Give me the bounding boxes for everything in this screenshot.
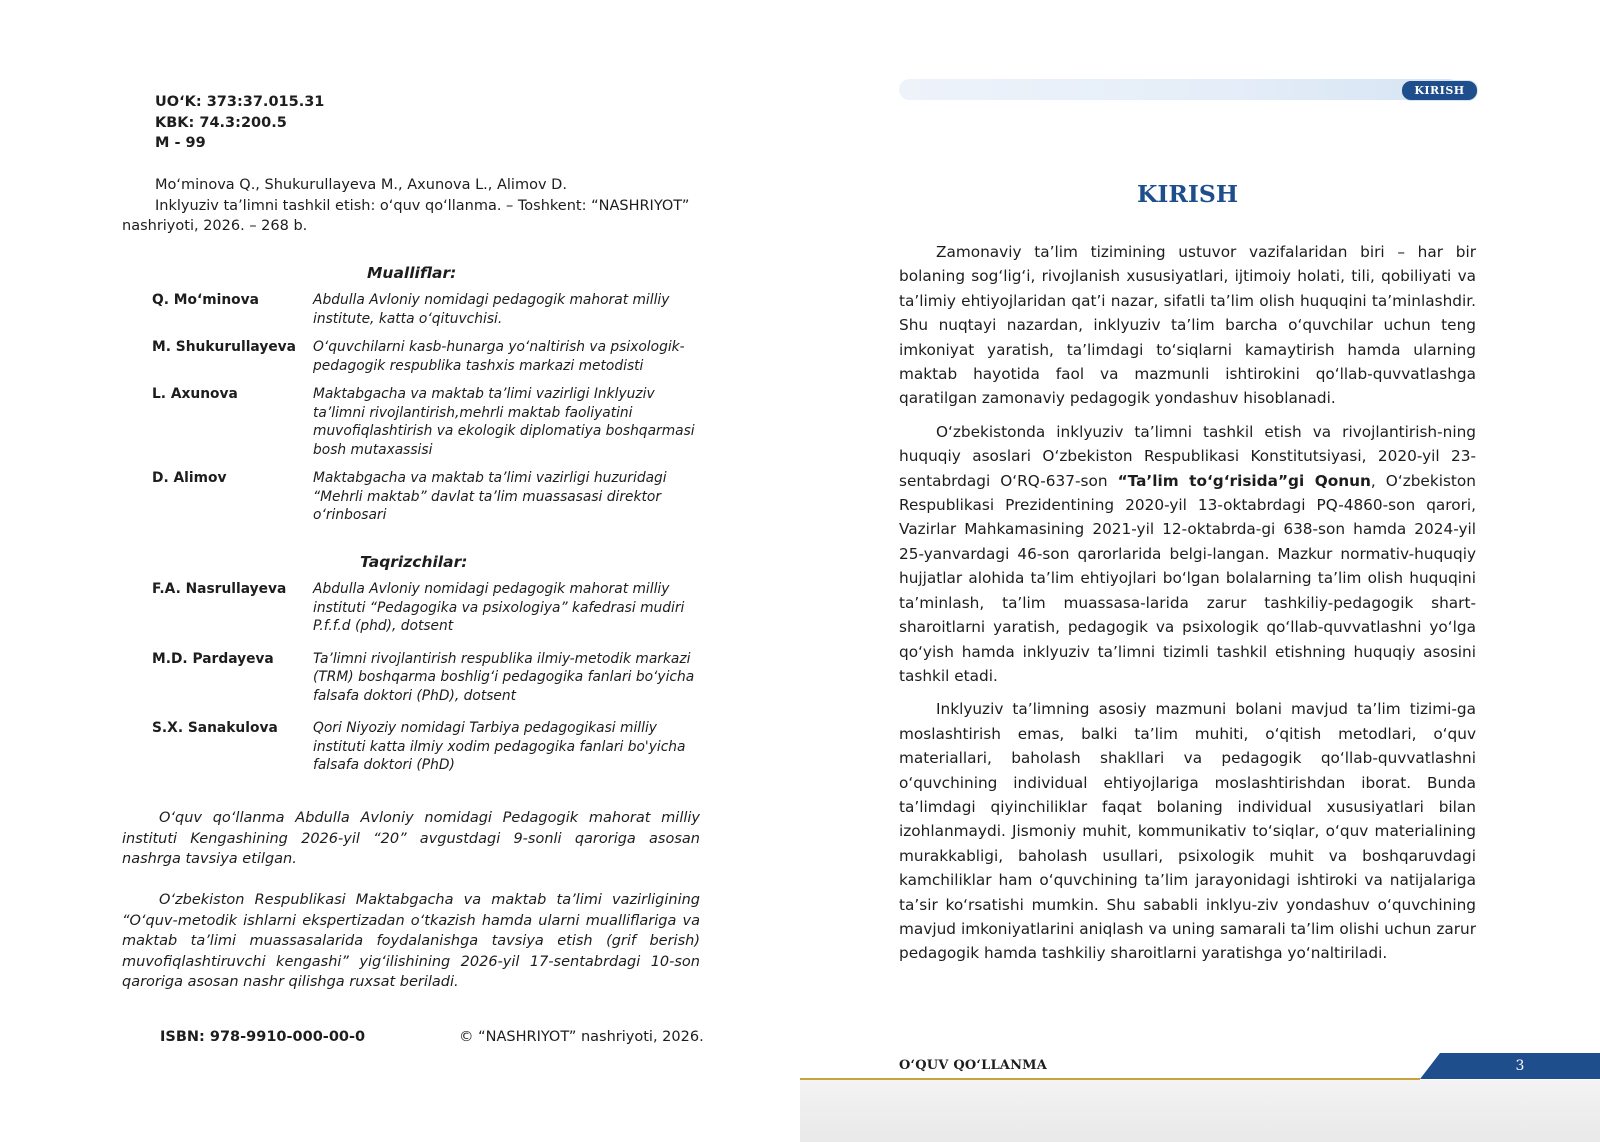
reviewer-entry bbox=[152, 580, 697, 636]
author-name: M. Shukurullayeva bbox=[152, 339, 296, 355]
chapter-title: KIRISH bbox=[1136, 180, 1239, 208]
author-entry bbox=[152, 291, 697, 328]
copyright: © “NASHRIYOT” nashriyoti, 2026. bbox=[459, 1029, 704, 1045]
paragraph-2 bbox=[899, 420, 1476, 688]
reviewer-name: S.X. Sanakulova bbox=[152, 720, 278, 736]
authors-list bbox=[152, 291, 697, 535]
reviewer-name: M.D. Pardayeva bbox=[152, 650, 274, 667]
author-mark: M - 99 bbox=[155, 135, 206, 151]
header-band bbox=[899, 79, 1459, 100]
author-name: D. Alimov bbox=[152, 470, 227, 486]
chapter-tab: KIRISH bbox=[1401, 80, 1478, 101]
author-role: Abdulla Avloniy nomidagi pedagogik mahorat milliy institute, katta o‘qituvchisi. bbox=[313, 292, 670, 327]
reviewer-name: F.A. Nasrullayeva bbox=[152, 581, 287, 597]
author-entry bbox=[152, 338, 697, 375]
paragraph-3: Inklyuziv ta’limning asosiy mazmuni bolani mavjud ta’lim tizimi-ga moslashtirish emas, balki ta’lim muhiti, o‘qitish metodlari, o‘quv materiallari, baholash shakllari va pedagogik qo‘llab-quvvatlashni o‘quvchining individual ehtiyojlariga moslashtirishdan iborat. Bunda ta’limdagi qiyinchiliklar faqat bolaning individual xususiyatlari bilan izohlanmaydi. Jismoniy muhit, kommunikativ to‘siqlar, o‘quv materialining murakkabligi, baholash usullari, psixologik muhit va boshqaruvdagi kamchiliklar ham o‘quvchining ta’lim jarayonidagi ishtiroki va natijalariga ta’sir ko‘rsatishi mumkin. Shu sababli inklyu-ziv yondashuv o‘quvchining mavjud imkoniyatlarini aniqlash va uning samarali ta’lim olishi uchun zarur pedagogik hamda tashkiliy sharoitlarni yaratishga yo‘naltiriladi. bbox=[899, 700, 1476, 963]
reviewer-role: Ta’limni rivojlantirish respublika ilmiy-metodik markazi (TRM) boshqarma boshlig‘i pedagogika fanlari bo‘yicha falsafa doktori (PhD), dotsent bbox=[313, 650, 695, 704]
bibliographic-entry bbox=[122, 175, 700, 237]
footer-label: O‘QUV QO‘LLANMA bbox=[899, 1058, 1048, 1073]
reviewers-heading: Taqrizchilar: bbox=[360, 553, 468, 571]
footer-background bbox=[800, 1080, 1600, 1142]
paragraph-1: Zamonaviy ta’lim tizimining ustuvor vazifalaridan biri – har bir bolaning sog‘lig‘i, rivojlanish xususiyatlari, ijtimoiy holati, tili, qobiliyati va ta’limiy ehtiyojlaridan qat’i nazar, sifatli ta’lim olish huquqini ta’minlashdir. Shu nuqtayi nazardan, inklyuziv ta’lim barcha o‘quvchilar uchun teng imkoniyat yaratish, ta’limdagi to‘siqlarni kamaytirish hamda ularning maktab hayotida faol va mazmunli ishtirokini qo‘llab-quvvatlashga qaratilgan zamonaviy pedagogik yondashuv hisoblanadi. bbox=[899, 243, 1476, 408]
reviewers-list bbox=[152, 580, 697, 785]
recommendation-note: O‘quv qo‘llanma Abdulla Avloniy nomidagi Pedagogik mahorat milliy instituti Kengashining 2026-yil “20” avgustdagi 9-sonli qaroriga asosan nashrga tavsiya etilgan. bbox=[122, 810, 700, 867]
biblio-authors: Mo‘minova Q., Shukurullayeva M., Axunova L., Alimov D. bbox=[155, 177, 567, 193]
author-role: Maktabgacha va maktab ta’limi vazirligi Inklyuziv ta’limni rivojlantirish,mehrli maktab faoliyatini muvofiqlashtirish va ekologik diplomatiya boshqarmasi bosh mutaxassisi bbox=[313, 386, 695, 458]
paragraph-2-text: O‘zbekistonda inklyuziv ta’limni tashkil etish va rivojlantirish-ning huquqiy asoslari O‘zbekiston Respublikasi Konstitutsiyasi, 2020-yil 23-sentabrdagi O‘RQ-637-son bbox=[899, 422, 1476, 490]
author-entry bbox=[152, 385, 697, 459]
page-number: 3 bbox=[1515, 1058, 1525, 1074]
authors-heading: Mualliflar: bbox=[367, 264, 457, 282]
author-entry bbox=[152, 469, 697, 525]
author-role: O‘quvchilarni kasb-hunarga yo‘naltirish va psixologik-pedagogik respublika tashxis markazi metodisti bbox=[313, 339, 685, 374]
reviewer-role: Qori Niyoziy nomidagi Tarbiya pedagogikasi milliy instituti katta ilmiy xodim pedagogika fanlari bo'yicha falsafa doktori (PhD) bbox=[313, 720, 686, 773]
udc-code: UO‘K: 373:37.015.31 bbox=[155, 94, 325, 110]
law-title: “Ta’lim to‘g‘risida”gi Qonun bbox=[1117, 471, 1371, 490]
author-name: Q. Mo‘minova bbox=[152, 292, 259, 308]
classification-codes bbox=[155, 92, 324, 154]
author-role: Maktabgacha va maktab ta’limi vazirligi huzuridagi “Mehrli maktab” davlat ta’lim muassasasi direktor o‘rinbosari bbox=[313, 470, 667, 523]
footer-rule bbox=[800, 1078, 1420, 1080]
reviewer-entry bbox=[152, 650, 697, 706]
isbn: ISBN: 978-9910-000-00-0 bbox=[160, 1029, 366, 1045]
author-name: L. Axunova bbox=[152, 386, 238, 402]
permission-note: O‘zbekiston Respublikasi Maktabgacha va maktab ta’limi vazirligining “O‘quv-metodik ishlarni ekspertizadan o‘tkazish hamda ularni mualliflariga va maktab ta’limi muassasalarida foydalanishga tavsiya etish (grif berish) muvofiqlashtiruvchi kengashi” yig‘ilishining 2026-yil 17-sentabrdagi 10-son qaroriga asosan nashr qilishga ruxsat beriladi. bbox=[122, 892, 700, 990]
reviewer-entry bbox=[152, 719, 697, 775]
right-page bbox=[800, 0, 1600, 1142]
reviewer-role: Abdulla Avloniy nomidagi pedagogik mahorat milliy instituti “Pedagogika va psixologiya” kafedrasi mudiri P.f.f.d (phd), dotsent bbox=[313, 581, 685, 634]
biblio-title: Inklyuziv ta’limni tashkil etish: o‘quv qo‘llanma. – Toshkent: “NASHRIYOT” bbox=[155, 197, 690, 214]
paragraph-2-text-cont: , O‘zbekiston Respublikasi Prezidentining 2020-yil 13-oktabrdagi PQ-4860-son qarori, Vazirlar Mahkamasining 2021-yil 12-oktabrda-gi 638-son hamda 2024-yil 25-yanvardagi 46-son qarorlarida belgi-langan. Mazkur normativ-huquqiy hujjatlar alohida ta’lim ehtiyojlari bo‘lgan bolalarning ta’lim olish huquqini ta’minlash, ta’lim muassasa-larida zarur tashkiliy-pedagogik shart-sharoitlarni yaratish, pedagogik va psixologik qo‘llab-quvvatlashni yo‘lga qo‘yish hamda inklyuziv ta’limni tizimli tashkil etishning huquqiy asosini tashkil etadi. bbox=[899, 471, 1476, 685]
body-text bbox=[899, 240, 1476, 975]
bbk-code: KBK: 74.3:200.5 bbox=[155, 114, 287, 131]
biblio-publisher: nashriyoti, 2026. – 268 b. bbox=[122, 218, 308, 234]
